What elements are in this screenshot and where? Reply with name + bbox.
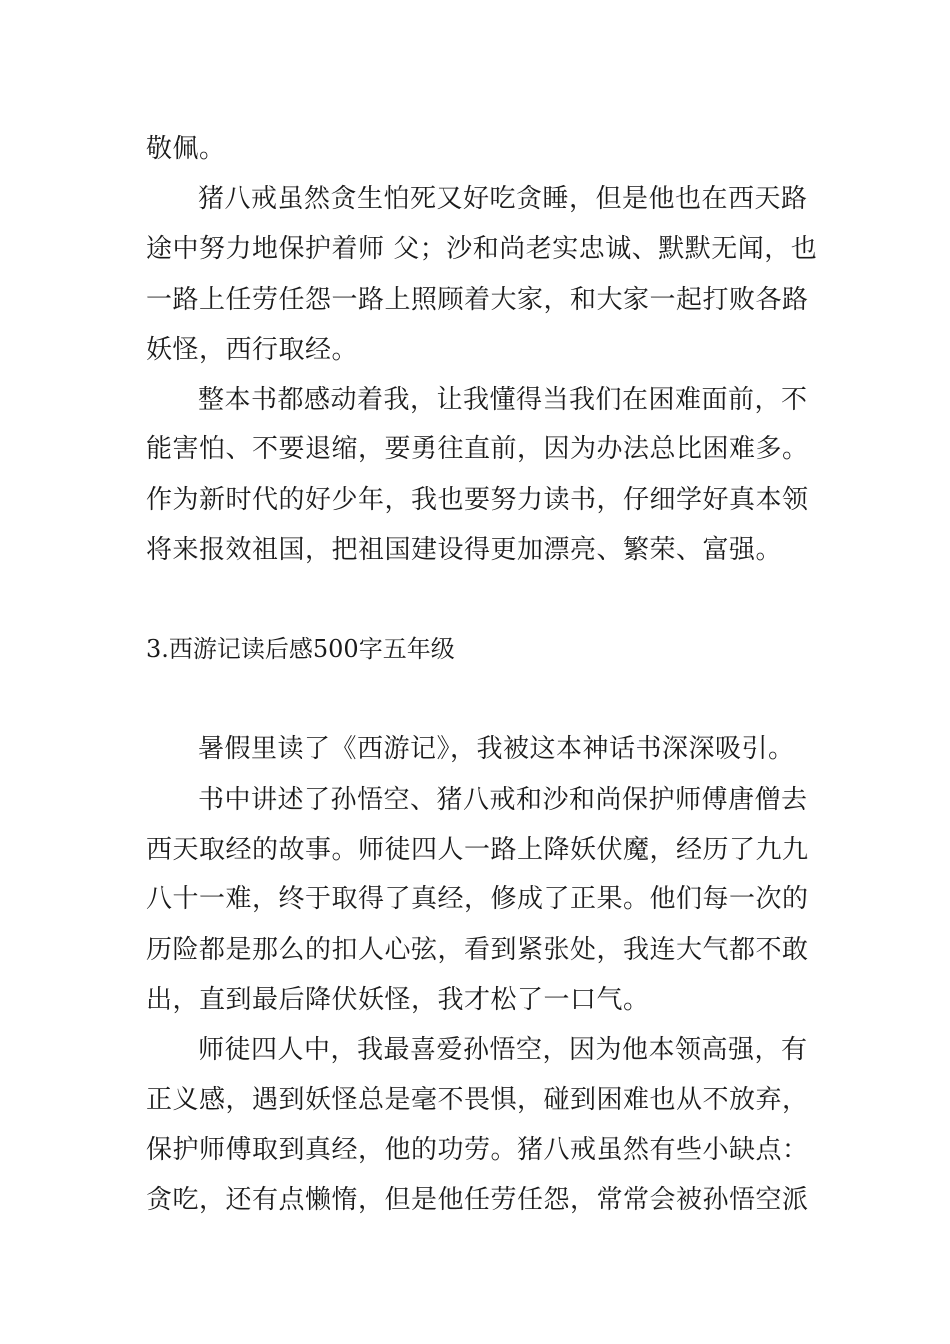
- paragraph-line: 途中努力地保护着师 父；沙和尚老实忠诚、默默无闻，也: [146, 234, 818, 264]
- paragraph-line: 作为新时代的好少年，我也要努力读书，仔细学好真本领: [146, 485, 809, 515]
- paragraph-line: 妖怪，西行取经。: [146, 335, 359, 365]
- paragraph-line: 贪吃，还有点懒惰，但是他任劳任怨，常常会被孙悟空派: [146, 1185, 809, 1215]
- paragraph-line: 出，直到最后降伏妖怪，我才松了一口气。: [146, 985, 650, 1015]
- paragraph-line: 西天取经的故事。师徒四人一路上降妖伏魔，经历了九九: [146, 835, 809, 865]
- paragraph-line: 猪八戒虽然贪生怕死又好吃贪睡，但是他也在西天路: [198, 184, 808, 214]
- paragraph-line: 师徒四人中，我最喜爱孙悟空，因为他本领高强，有: [198, 1035, 808, 1065]
- paragraph-line: 整本书都感动着我，让我懂得当我们在困难面前，不: [198, 385, 808, 415]
- paragraph-line: 将来报效祖国，把祖国建设得更加漂亮、繁荣、富强。: [146, 535, 783, 565]
- section-heading: 3.西游记读后感500字五年级: [146, 635, 455, 663]
- paragraph-line: 书中讲述了孙悟空、猪八戒和沙和尚保护师傅唐僧去: [198, 785, 808, 815]
- paragraph-line: 保护师傅取到真经，他的功劳。猪八戒虽然有些小缺点：: [146, 1135, 809, 1165]
- paragraph-line: 能害怕、不要退缩，要勇往直前，因为办法总比困难多。: [146, 434, 809, 464]
- paragraph-line: 敬佩。: [146, 134, 226, 164]
- paragraph-line: 历险都是那么的扣人心弦，看到紧张处，我连大气都不敢: [146, 935, 809, 965]
- paragraph-line: 一路上任劳任怨一路上照顾着大家，和大家一起打败各路: [146, 285, 809, 315]
- paragraph-line: 八十一难，终于取得了真经，修成了正果。他们每一次的: [146, 884, 809, 914]
- paragraph-line: 正义感，遇到妖怪总是毫不畏惧，碰到困难也从不放弃，: [146, 1085, 809, 1115]
- paragraph-line: 暑假里读了《西游记》，我被这本神话书深深吸引。: [198, 734, 795, 764]
